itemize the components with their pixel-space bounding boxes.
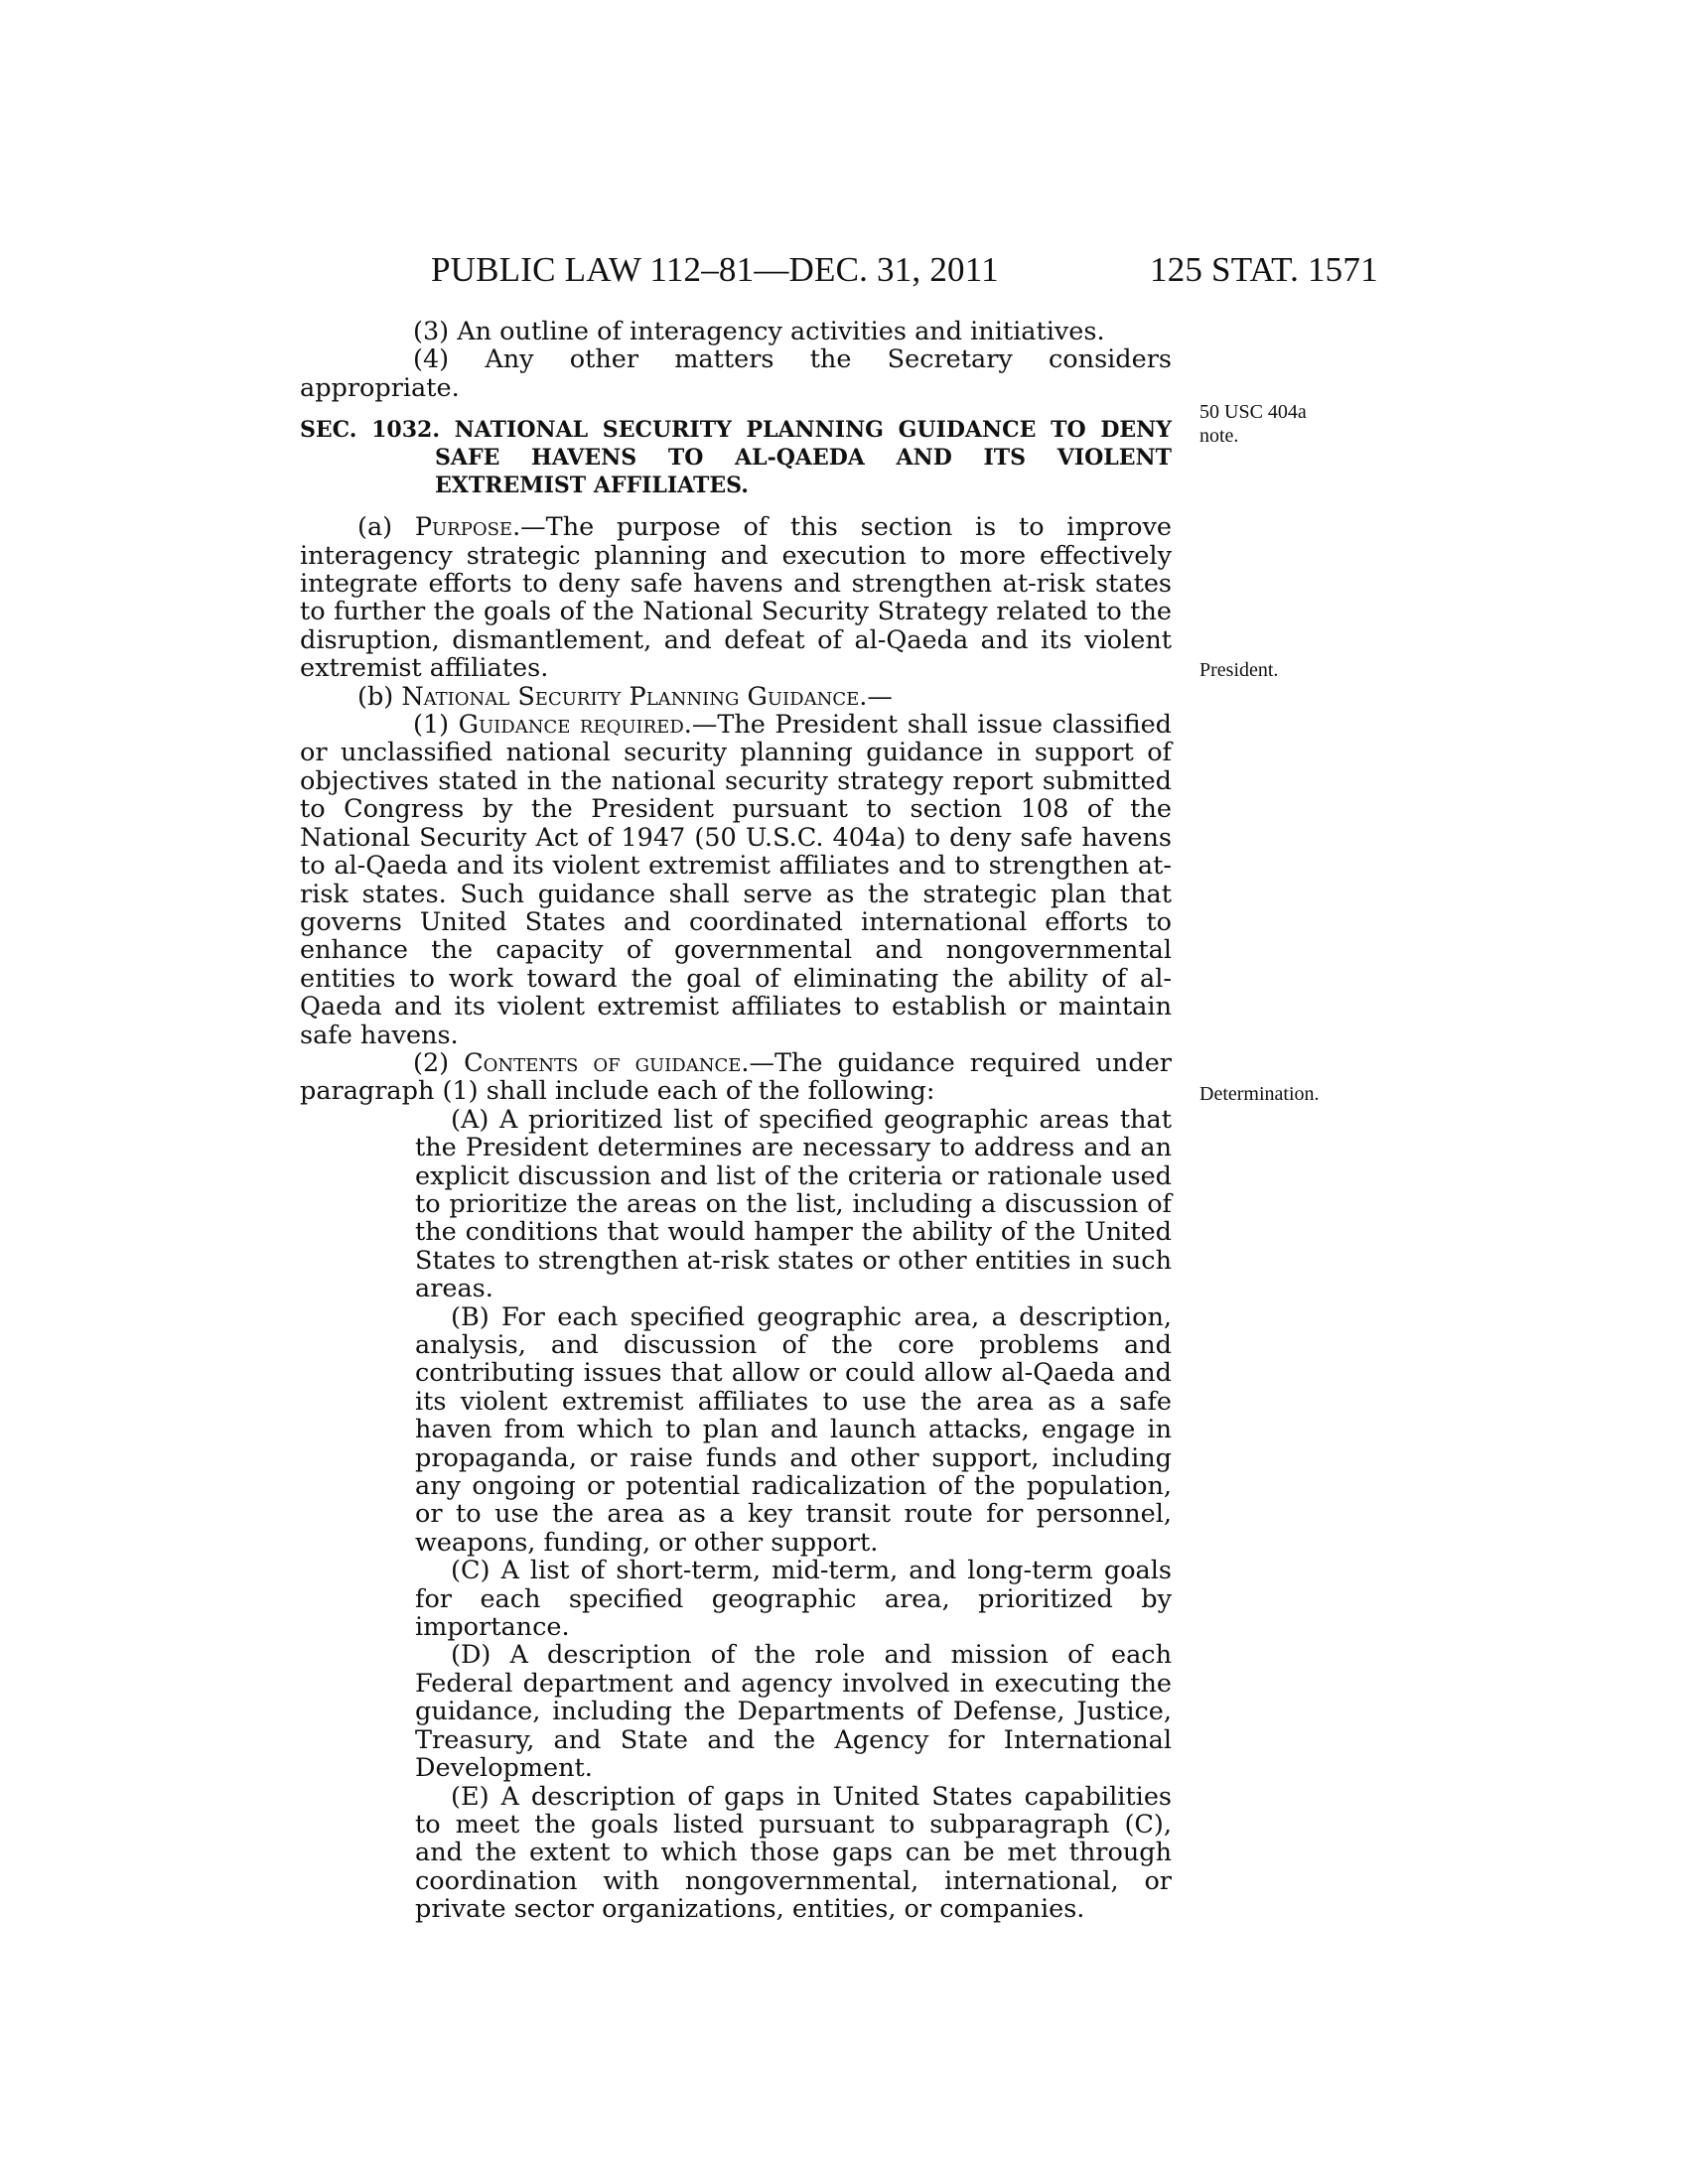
subsection-a-text: .—The purpose of this section is to improve interagency strategic planning and execution to more effectively integrate efforts to deny safe havens and strengthen at-risk states to further the goals of the National Security Strategy related to the disruption, dismantlement, and defeat of al-Qaeda and its violent extremist affiliates.	[300, 512, 1172, 684]
margin-note-usc: 50 USC 404a	[1199, 401, 1307, 423]
document-body	[300, 318, 1172, 1924]
paragraph-b1-label: (1)	[413, 710, 459, 741]
paragraph-b2-heading: Contents of guidance	[464, 1047, 742, 1078]
margin-note-president: President.	[1199, 659, 1279, 681]
subsection-b	[300, 683, 1172, 711]
paragraph-b1-text: .—The President shall issue classified or unclassified national security planning guidance in support of objectives stated in the national security strategy report submitted to Congress by the President pursuant to section 108 of the National Security Act of 1947 (50 U.S.C. 404a) to deny safe havens to al-Qaeda and its violent extremist affiliates and to strengthen at-risk states. Such guidance shall serve as the strategic plan that governs United States and coordinated international efforts to enhance the capacity of governmental and nongovernmental entities to work toward the goal of eliminating the ability of al-Qaeda and its violent extremist affiliates to establish or maintain safe havens.	[300, 710, 1172, 1050]
subsection-a-heading: Purpose	[414, 512, 513, 543]
subsection-b-heading: National Security Planning Guidance	[401, 681, 860, 712]
paragraph-b2-label: (2)	[413, 1047, 465, 1078]
paragraph-b2-text: .—The guidance required under paragraph (1) shall include each of the following:	[300, 1047, 1172, 1107]
subsection-a-label: (a)	[357, 512, 415, 543]
page-header-title: PUBLIC LAW 112–81—DEC. 31, 2011	[431, 250, 999, 289]
paragraph-b1	[300, 711, 1172, 1049]
paragraph-item-4: (4) Any other matters the Secretary considers appropriate.	[300, 344, 1172, 403]
subparagraph-D: (D) A description of the role and mission of each Federal department and agency involved in executing the guidance, including the Departments of Defense, Justice, Treasury, and State and the Agency for International Development.	[415, 1640, 1172, 1784]
subparagraph-B: (B) For each specified geographic area, a description, analysis, and discussion of the core problems and contributing issues that allow or could allow al-Qaeda and its violent extremist affiliates to use the area as a safe haven from which to plan and launch attacks, engage in propaganda, or raise funds and other support, including any ongoing or potential radicalization of the population, or to use the area as a key transit route for personnel, weapons, funding, or other support.	[415, 1301, 1172, 1558]
paragraph-b2	[300, 1049, 1172, 1106]
margin-note-determination: Determination.	[1199, 1083, 1320, 1105]
subsection-b-text: .—	[859, 681, 893, 712]
paragraph-item-3: (3) An outline of interagency activities and initiatives.	[413, 317, 1105, 346]
page-header-stat: 125 STAT. 1571	[1150, 250, 1378, 289]
paragraph-b1-heading: Guidance required	[458, 710, 684, 741]
subparagraph-A: (A) A prioritized list of specified geographic areas that the President determines are necessary to address and an explicit discussion and list of the criteria or rationale used to prioritize the areas on the list, including a discussion of the conditions that would hamper the ability of the United States to strengthen at-risk states or other entities in such areas.	[415, 1104, 1172, 1304]
subsection-a	[300, 513, 1172, 682]
section-heading: SEC. 1032. NATIONAL SECURITY PLANNING GUIDANCE TO DENY SAFE HAVENS TO AL-QAEDA AND ITS VIOLENT EXTREMIST AFFILIATES.	[300, 417, 1172, 499]
margin-note-note: note.	[1199, 425, 1239, 447]
subparagraph-E: (E) A description of gaps in United States capabilities to meet the goals listed pursuant to subparagraph (C), and the extent to which those gaps can be met through coordination with nongovernmental, international, or private sector organizations, entities, or companies.	[415, 1781, 1172, 1925]
subparagraph-C: (C) A list of short-term, mid-term, and long-term goals for each specified geographic area, prioritized by importance.	[415, 1556, 1172, 1643]
subsection-b-label: (b)	[357, 681, 402, 712]
